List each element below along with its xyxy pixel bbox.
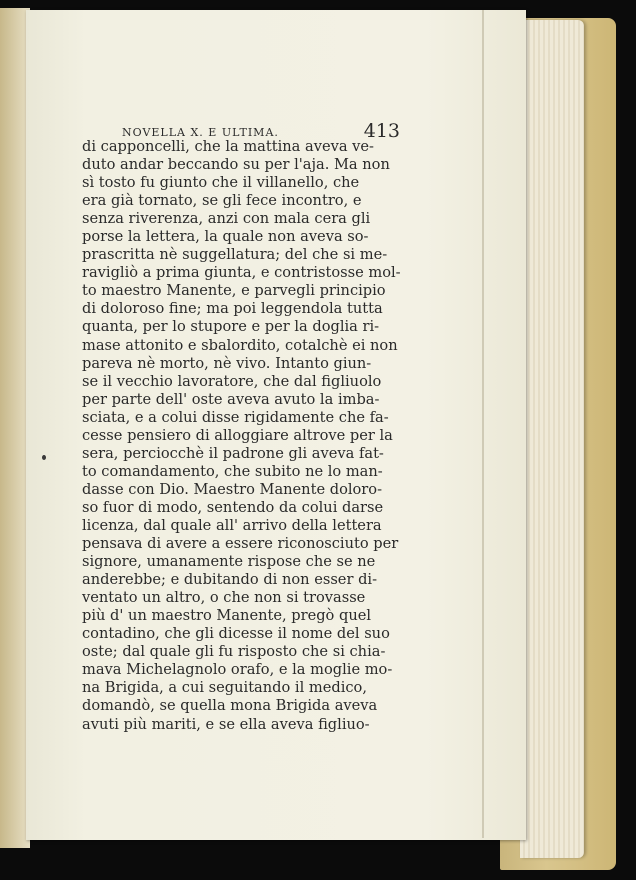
text-line: sì tosto fu giunto che il villanello, che <box>82 174 360 192</box>
text-line: oste; dal quale gli fu risposto che si chia- <box>82 643 386 661</box>
text-line: cesse pensiero di alloggiare altrove per la <box>82 426 393 444</box>
body-text <box>82 138 401 734</box>
text-line: più d' un maestro Manente, pregò quel <box>82 607 372 625</box>
text-line: porse la lettera, la quale non aveva so- <box>82 228 369 246</box>
text-line: avuti più mariti, e se ella aveva figliuo- <box>82 715 370 733</box>
text-line: pareva nè morto, nè vivo. Intanto giun- <box>82 354 372 372</box>
page-number: 413 <box>363 120 400 142</box>
text-line: se il vecchio lavoratore, che dal figliuolo <box>82 372 382 390</box>
text-line: sciata, e a colui disse rigidamente che fa- <box>82 408 389 426</box>
page-block-edges <box>520 20 584 858</box>
text-line: per parte dell' oste aveva avuto la imba- <box>82 390 380 408</box>
text-line: na Brigida, a cui seguitando il medico, <box>82 679 367 697</box>
text-line: licenza, dal quale all' arrivo della lettera <box>82 516 382 534</box>
text-line: mava Michelagnolo orafo, e la moglie mo- <box>82 661 393 679</box>
text-line: to maestro Manente, e parvegli principio <box>82 282 386 300</box>
text-line: so fuor di modo, sentendo da colui darse <box>82 498 384 516</box>
text-line: domandò, se quella mona Brigida aveva <box>82 697 378 715</box>
text-line: quanta, per lo stupore e per la doglia ri- <box>82 318 380 336</box>
text-line: ravigliò a prima giunta, e contristosse mol- <box>82 264 401 282</box>
ink-speck <box>42 455 46 460</box>
text-line: sera, perciocchè il padrone gli aveva fat- <box>82 444 384 462</box>
text-line: contadino, che gli dicesse il nome del suo <box>82 625 390 643</box>
text-line: senza riverenza, anzi con mala cera gli <box>82 210 371 228</box>
text-line: prascritta nè suggellatura; del che si me- <box>82 246 388 264</box>
text-line: era già tornato, se gli fece incontro, e <box>82 192 362 210</box>
text-line: to comandamento, che subito ne lo man- <box>82 462 383 480</box>
text-line: di doloroso fine; ma poi leggendola tutta <box>82 300 383 318</box>
text-line: duto andar beccando su per l'aja. Ma non <box>82 156 390 174</box>
text-line: pensava di avere a essere riconosciuto per <box>82 535 399 553</box>
running-head: NOVELLA X. E ULTIMA. <box>122 126 279 139</box>
text-line: anderebbe; e dubitando di non esser di- <box>82 571 378 589</box>
page-fold <box>482 10 484 838</box>
text-line: mase attonito e sbalordito, cotalchè ei non <box>82 336 398 354</box>
text-line: di capponcelli, che la mattina aveva ve- <box>82 138 374 155</box>
text-line: ventato un altro, o che non si trovasse <box>82 589 366 607</box>
text-line: signore, umanamente rispose che se ne <box>82 553 376 571</box>
text-line: dasse con Dio. Maestro Manente doloro- <box>82 480 382 498</box>
